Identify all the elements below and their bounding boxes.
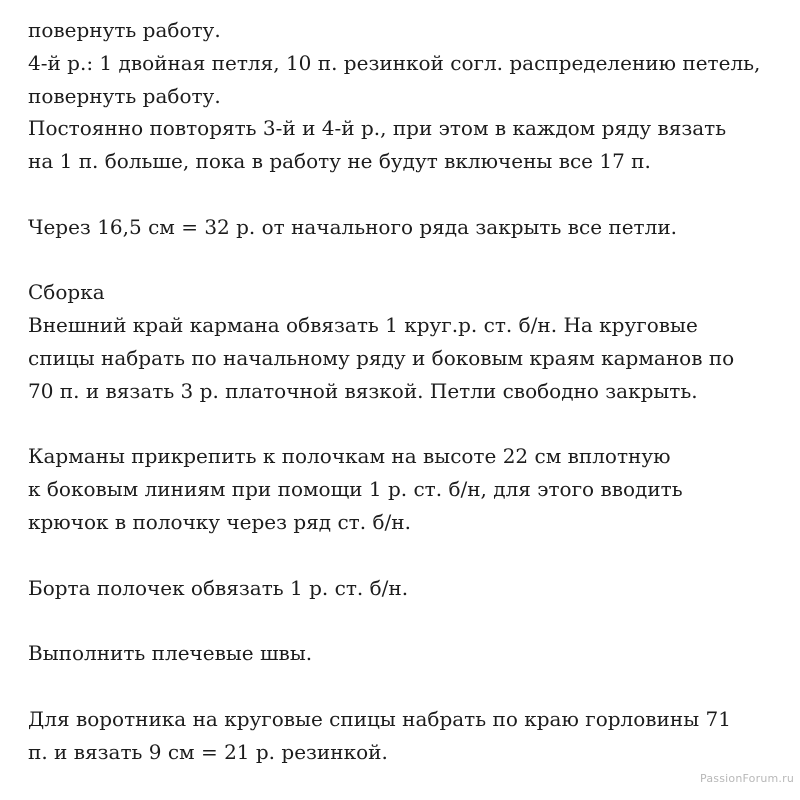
- text-line: повернуть работу.: [28, 18, 221, 42]
- text-line: Внешний край кармана обвязать 1 круг.р. ст. б/н. На круговые: [28, 313, 698, 338]
- paragraph-gap: [28, 244, 780, 277]
- paragraph-gap: [28, 408, 780, 441]
- text-line: крючок в полочку через ряд ст. б/н.: [28, 509, 411, 534]
- text-line: спицы набрать по начальному ряду и боковым краям карманов по: [28, 345, 735, 370]
- text-line: Для воротника на круговые спицы набрать по краю горловины 71: [28, 706, 731, 731]
- text-line: к боковым линиям при помощи 1 р. ст. б/н, для этого вводить: [28, 477, 683, 502]
- section-heading: Сборка: [28, 280, 105, 305]
- paragraph-gap: [28, 604, 780, 637]
- text-line: п. и вязать 9 см = 21 р. резинкой.: [28, 739, 388, 764]
- text-line: Карманы прикрепить к полочкам на высоте 22 см вплотную: [28, 444, 671, 469]
- text-line: на 1 п. больше, пока в работу не будут включены все 17 п.: [28, 149, 651, 174]
- text-line: Через 16,5 см = 32 р. от начального ряда закрыть все петли.: [28, 214, 678, 239]
- paragraph-gap: [28, 178, 780, 211]
- site-watermark: PassionForum.ru: [700, 772, 794, 786]
- text-line: 4-й р.: 1 двойная петля, 10 п. резинкой согл. распределению петель,: [28, 50, 761, 75]
- paragraph-gap: [28, 670, 780, 703]
- text-line: Борта полочек обвязать 1 р. ст. б/н.: [28, 575, 409, 600]
- paragraph-gap: [28, 539, 780, 572]
- text-line: 70 п. и вязать 3 р. платочной вязкой. Петли свободно закрыть.: [28, 378, 698, 403]
- text-line: повернуть работу.: [28, 83, 221, 108]
- text-line: Постоянно повторять 3-й и 4-й р., при этом в каждом ряду вязать: [28, 116, 727, 141]
- text-line: Выполнить плечевые швы.: [28, 641, 313, 666]
